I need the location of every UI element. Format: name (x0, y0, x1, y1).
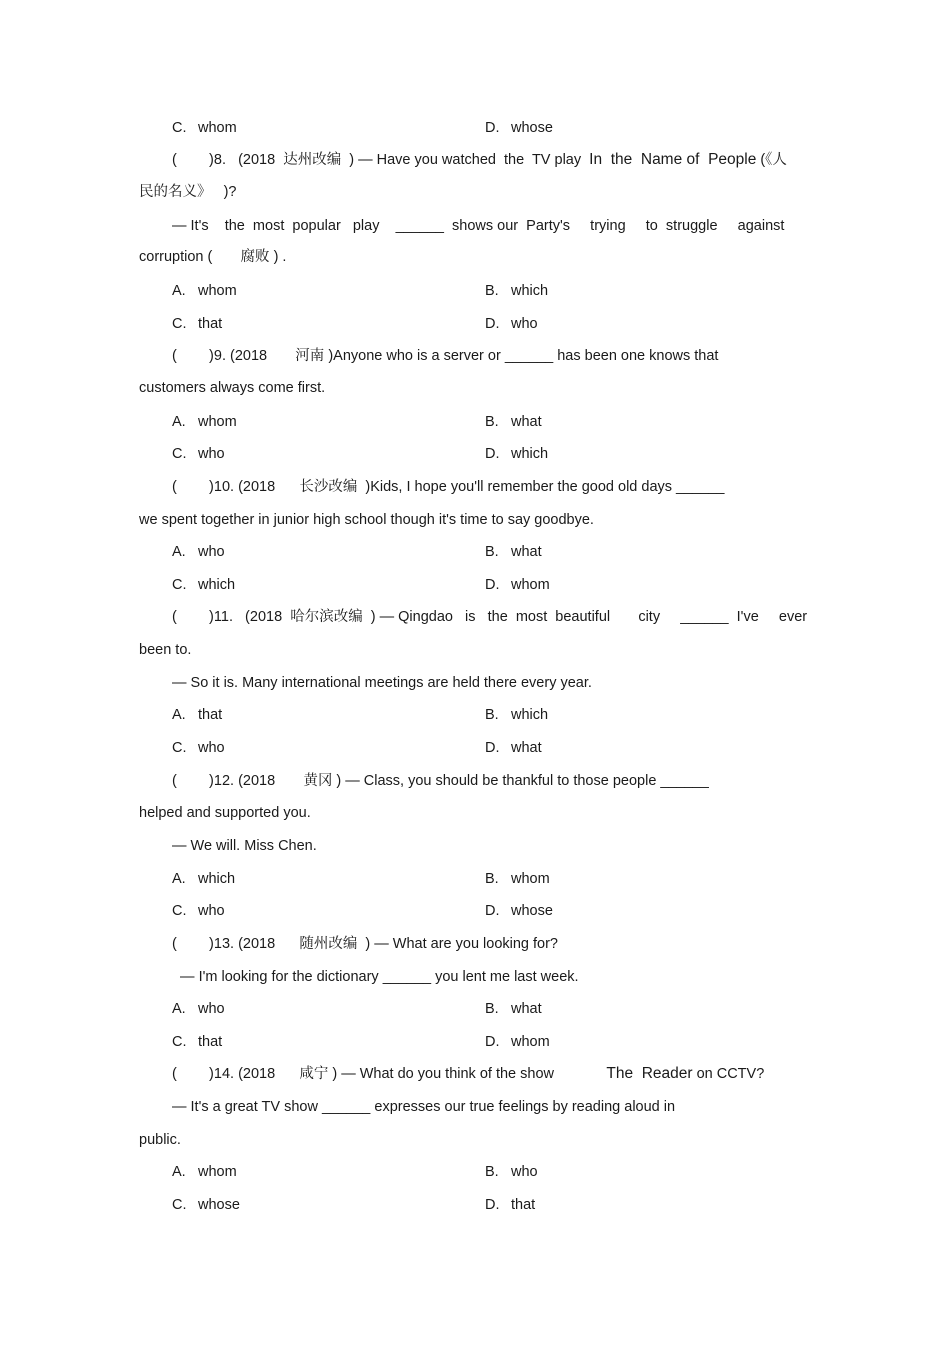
option-a (172, 543, 225, 561)
option-letter: D. (485, 1197, 500, 1213)
option-b (485, 543, 542, 561)
option-c (172, 1033, 222, 1051)
option-text: who (198, 740, 225, 756)
option-letter: B. (485, 871, 499, 887)
option-text: whom (198, 414, 237, 430)
question-8-title: In the Name of People (589, 151, 757, 168)
option-letter: D. (485, 577, 500, 593)
question-14-line1-end: on CCTV? (692, 1066, 765, 1082)
option-b (485, 706, 548, 724)
option-text: which (511, 707, 549, 723)
option-c (172, 1196, 240, 1214)
option-letter: C. (172, 740, 187, 756)
option-text: that (198, 1034, 223, 1050)
option-c (172, 739, 225, 757)
option-letter: A. (172, 544, 186, 560)
question-8-answer: — It's the most popular play ______ shows our Party's trying to struggle against (172, 218, 785, 234)
option-letter: B. (485, 283, 499, 299)
option-d (485, 739, 542, 757)
option-text: whose (511, 903, 553, 919)
question-8-line4: corruption ( 腐败 ) . (139, 249, 287, 265)
option-a (172, 413, 237, 431)
option-text: whose (198, 1197, 240, 1213)
option-c (172, 119, 237, 137)
option-d (485, 1033, 550, 1051)
option-d (485, 445, 548, 463)
option-letter: C. (172, 316, 187, 332)
option-b (485, 870, 550, 888)
option-letter: C. (172, 1197, 187, 1213)
option-text: who (198, 903, 225, 919)
option-text: whom (198, 120, 237, 136)
option-letter: A. (172, 1001, 186, 1017)
option-text: which (511, 446, 549, 462)
option-d (485, 576, 550, 594)
option-d (485, 315, 538, 333)
option-text: that (198, 316, 223, 332)
option-b (485, 1000, 542, 1018)
option-c (172, 445, 225, 463)
option-d (485, 119, 553, 137)
option-text: that (511, 1197, 536, 1213)
option-text: what (511, 414, 542, 430)
option-letter: D. (485, 903, 500, 919)
option-text: which (511, 283, 549, 299)
question-10-line2: we spent together in junior high school though it's time to say goodbye. (139, 512, 594, 528)
option-text: that (198, 707, 223, 723)
question-9-line2: customers always come first. (139, 380, 326, 396)
option-text: which (198, 871, 236, 887)
question-8-line1: ( )8. (2018 达州改编 ) — Have you watched the TV play (172, 152, 590, 168)
option-text: who (198, 446, 225, 462)
option-text: what (511, 740, 542, 756)
option-a (172, 706, 222, 724)
option-letter: D. (485, 120, 500, 136)
question-14-stem (172, 1065, 764, 1083)
option-b (485, 282, 548, 300)
option-letter: A. (172, 1164, 186, 1180)
question-14-line3: public. (139, 1132, 181, 1148)
question-13-stem: ( )13. (2018 随州改编 ) — What are you looking for? (172, 936, 558, 952)
option-letter: C. (172, 446, 187, 462)
option-c (172, 576, 235, 594)
option-letter: C. (172, 120, 187, 136)
option-a (172, 1163, 237, 1181)
option-text: what (511, 1001, 542, 1017)
question-14-line1: ( )14. (2018 咸宁 ) — What do you think of the show (172, 1066, 607, 1082)
option-text: who (511, 316, 538, 332)
option-text: who (511, 1164, 538, 1180)
option-c (172, 315, 222, 333)
option-letter: D. (485, 446, 500, 462)
question-11-stem: ( )11. (2018 哈尔滨改编 ) — Qingdao is the most beautiful city ______ I've ever (172, 609, 808, 625)
option-letter: C. (172, 903, 187, 919)
option-text: what (511, 544, 542, 560)
option-d (485, 1196, 535, 1214)
question-14-title: The Reader (606, 1065, 693, 1082)
option-letter: B. (485, 544, 499, 560)
option-letter: B. (485, 1164, 499, 1180)
option-text: whom (198, 1164, 237, 1180)
option-letter: B. (485, 707, 499, 723)
option-letter: A. (172, 283, 186, 299)
question-12-answer: — We will. Miss Chen. (172, 838, 317, 854)
question-8-line1-end: (《人 (756, 152, 787, 168)
option-text: whose (511, 120, 553, 136)
option-a (172, 282, 237, 300)
option-d (485, 902, 553, 920)
option-text: which (198, 577, 236, 593)
option-a (172, 1000, 225, 1018)
option-text: whom (511, 871, 550, 887)
option-letter: D. (485, 316, 500, 332)
option-text: who (198, 544, 225, 560)
option-letter: A. (172, 871, 186, 887)
question-13-answer: — I'm looking for the dictionary ______ you lent me last week. (172, 969, 579, 985)
option-a (172, 870, 235, 888)
option-letter: A. (172, 414, 186, 430)
option-text: whom (511, 1034, 550, 1050)
option-text: whom (198, 283, 237, 299)
question-12-line2: helped and supported you. (139, 805, 311, 821)
question-12-stem: ( )12. (2018 黄冈 ) — Class, you should be thankful to those people ______ (172, 773, 709, 789)
option-letter: C. (172, 1034, 187, 1050)
option-c (172, 902, 225, 920)
option-letter: B. (485, 414, 499, 430)
question-11-line2: been to. (139, 642, 192, 658)
option-letter: D. (485, 1034, 500, 1050)
option-text: whom (511, 577, 550, 593)
option-letter: D. (485, 740, 500, 756)
question-9-stem: ( )9. (2018 河南 )Anyone who is a server or ______ has been one knows that (172, 348, 719, 364)
option-text: who (198, 1001, 225, 1017)
option-letter: A. (172, 707, 186, 723)
option-letter: C. (172, 577, 187, 593)
option-b (485, 413, 542, 431)
question-8-stem (172, 151, 787, 169)
question-14-answer: — It's a great TV show ______ expresses our true feelings by reading aloud in (172, 1099, 676, 1115)
question-8-line2: 民的名义》 )? (139, 184, 237, 200)
option-b (485, 1163, 538, 1181)
question-10-stem: ( )10. (2018 长沙改编 )Kids, I hope you'll remember the good old days ______ (172, 479, 725, 495)
option-letter: B. (485, 1001, 499, 1017)
question-11-answer: — So it is. Many international meetings are held there every year. (172, 675, 592, 691)
